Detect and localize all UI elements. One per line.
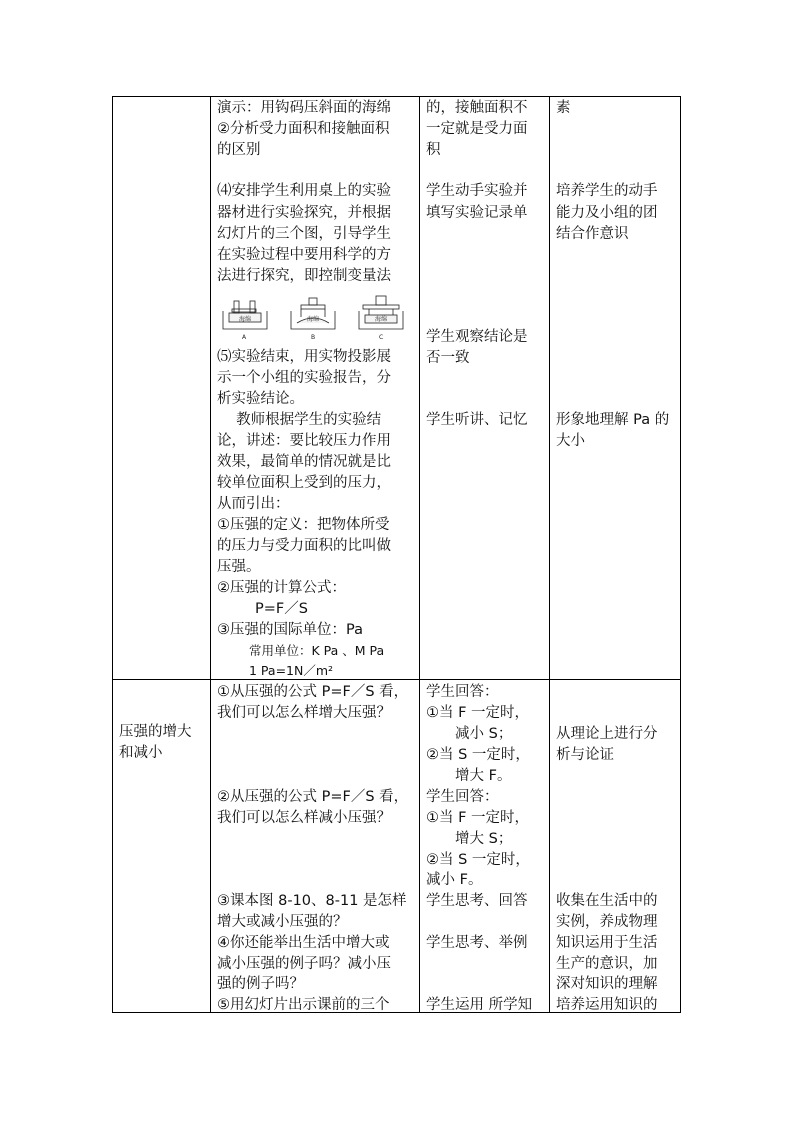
figure-caption: B	[311, 334, 316, 341]
formula-line: P=F／S	[255, 601, 308, 617]
teacher-activity-line: 强的例子吗？	[217, 976, 304, 992]
lesson-plan-table	[112, 96, 681, 1013]
teacher-activity-line: 增大或减小压强的？	[217, 914, 348, 930]
section-title-line: 和减小	[119, 745, 163, 761]
design-intent-line: 生产的意识，加	[556, 956, 658, 972]
student-activity-line: 学生回答：	[426, 684, 499, 700]
student-activity-line: 减小 F。	[426, 872, 483, 888]
column-divider	[549, 97, 550, 1012]
teacher-activity-line: 我们可以怎么样增大压强？	[217, 705, 391, 721]
design-intent-line: 析与论证	[556, 747, 614, 763]
student-activity-line: 否一致	[426, 350, 470, 366]
section-title-line: 压强的增大	[119, 724, 192, 740]
teacher-activity-line: ④你还能举出生活中增大或	[217, 935, 390, 951]
design-intent-line: 知识运用于生活	[556, 935, 658, 951]
teacher-activity-line: 法进行探究，即控制变量法	[217, 268, 391, 284]
setup-c	[359, 296, 403, 329]
setup-b	[291, 298, 335, 329]
figure-caption: C	[379, 334, 384, 341]
student-activity-line: 积	[426, 142, 441, 158]
teacher-activity-line: ②压强的计算公式：	[217, 580, 346, 596]
column-divider	[210, 97, 211, 1012]
teacher-activity-line: ⑤用幻灯片出示课前的三个	[217, 997, 390, 1013]
design-intent-line: 实例，养成物理	[556, 914, 658, 930]
student-activity-line: 填写实验记录单	[426, 205, 528, 221]
student-activity-line: 学生回答：	[426, 789, 499, 805]
teacher-activity-line: ③压强的国际单位：Pa	[217, 622, 363, 638]
student-activity-line: 增大 F。	[455, 768, 512, 784]
design-intent-line: 结合作意识	[556, 226, 629, 242]
design-intent-line: 培养运用知识的	[556, 997, 658, 1013]
sponge-label: 海绵	[307, 316, 320, 323]
student-activity-line: 学生观察结论是	[426, 329, 528, 345]
teacher-activity-line: ①压强的定义：把物体所受	[217, 517, 390, 533]
student-activity-line: 学生思考、回答	[426, 893, 528, 909]
teacher-activity-line: 压强。	[217, 559, 261, 575]
student-activity-line: ②当 S 一定时，	[426, 747, 530, 763]
student-activity-line: 增大 S；	[455, 831, 513, 847]
design-intent-line: 深对知识的理解	[556, 976, 658, 992]
design-intent-line: 能力及小组的团	[556, 205, 658, 221]
design-intent-line: 形象地理解 Pa 的	[556, 412, 670, 428]
unit-line: 1 Pa=1N／m²	[249, 663, 334, 678]
sponge-experiment-figure	[221, 295, 413, 345]
design-intent-line: 收集在生活中的	[556, 893, 658, 909]
teacher-activity-line: ②分析受力面积和接触面积	[217, 121, 390, 137]
student-activity-line: 一定就是受力面	[426, 121, 528, 137]
student-activity-line: ②当 S 一定时，	[426, 852, 530, 868]
student-activity-line: ①当 F 一定时，	[426, 705, 530, 721]
teacher-activity-line: ②从压强的公式 P=F／S 看，	[217, 789, 409, 805]
student-activity-line: 学生听讲、记忆	[426, 412, 528, 428]
teacher-activity-line: 的区别	[217, 142, 261, 158]
teacher-activity-line: 器材进行实验探究，并根据	[217, 205, 391, 221]
design-intent-line: 大小	[556, 433, 585, 449]
teacher-activity-line: 在实验过程中要用科学的方	[217, 247, 391, 263]
teacher-activity-line: ③课本图 8-10、8-11 是怎样	[217, 893, 407, 909]
teacher-activity-line: 较单位面积上受到的压力，	[217, 475, 391, 491]
teacher-activity-line: 演示：用钩码压斜面的海绵	[217, 100, 391, 116]
unit-line: 常用单位：K Pa 、M Pa	[249, 643, 385, 658]
student-activity-line: 学生思考、举例	[426, 935, 528, 951]
student-activity-line: 学生运用 所学知	[426, 997, 533, 1013]
teacher-activity-line: 析实验结论。	[217, 391, 304, 407]
column-divider	[419, 97, 420, 1012]
teacher-activity-line: 减小压强的例子吗？减小压	[217, 956, 391, 972]
teacher-activity-line: 的压力与受力面积的比叫做	[217, 538, 391, 554]
teacher-activity-line: 幻灯片的三个图，引导学生	[217, 226, 391, 242]
student-activity-line: 学生动手实验并	[426, 183, 528, 199]
student-activity-line: 减小 S；	[455, 726, 513, 742]
student-activity-line: 的，接触面积不	[426, 100, 528, 116]
teacher-activity-line: 从而引出：	[217, 496, 290, 512]
teacher-activity-line: 示一个小组的实验报告，分	[217, 370, 391, 386]
setup-a	[223, 301, 267, 329]
student-activity-line: ①当 F 一定时，	[426, 810, 530, 826]
teacher-activity-line: ①从压强的公式 P=F／S 看，	[217, 684, 409, 700]
row-divider	[113, 679, 680, 680]
design-intent-line: 从理论上进行分	[556, 726, 658, 742]
teacher-activity-line: ⑷安排学生利用桌上的实验	[217, 183, 391, 199]
design-intent-line: 培养学生的动手	[556, 183, 658, 199]
teacher-activity-line: 教师根据学生的实验结	[217, 412, 382, 428]
sponge-label: 海绵	[375, 316, 388, 323]
teacher-activity-line: 论，讲述：要比较压力作用	[217, 433, 391, 449]
design-intent-line: 素	[556, 100, 571, 116]
teacher-activity-line: 效果，最简单的情况就是比	[217, 454, 391, 470]
sponge-label: 海绵	[239, 316, 252, 323]
teacher-activity-line: 我们可以怎么样减小压强？	[217, 810, 391, 826]
teacher-activity-line: ⑸实验结束，用实物投影展	[217, 349, 391, 365]
figure-caption: A	[242, 334, 247, 341]
